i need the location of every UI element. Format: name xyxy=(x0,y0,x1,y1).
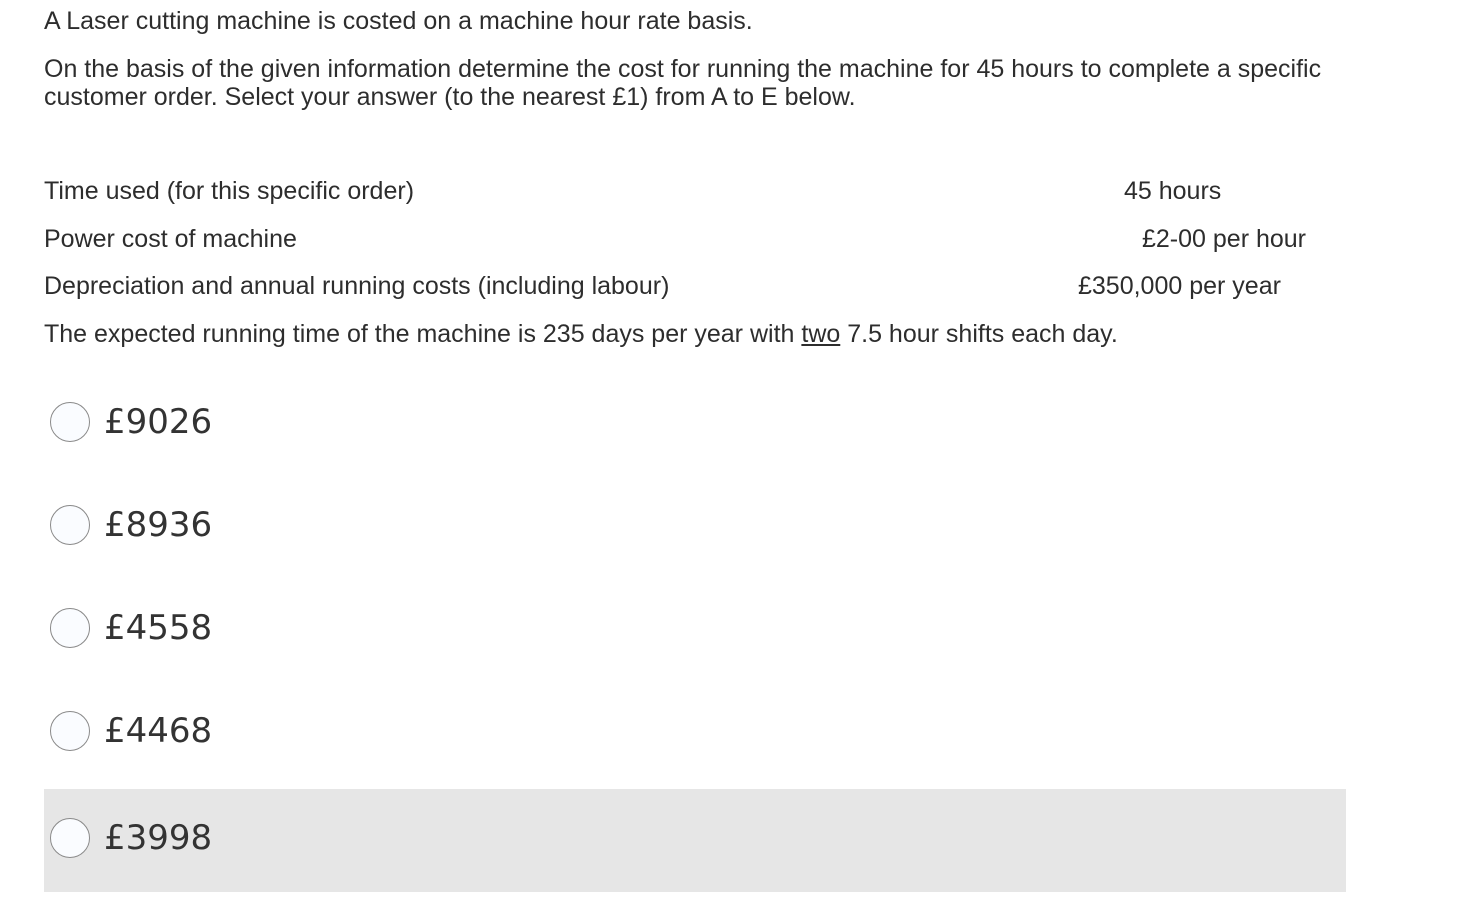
answer-option-a[interactable] xyxy=(44,373,1346,476)
radio-button-d[interactable] xyxy=(50,711,90,751)
answer-option-c-label: £4558 xyxy=(104,608,213,648)
answer-option-b-label: £8936 xyxy=(104,505,213,545)
answer-option-a-label: £9026 xyxy=(104,402,213,442)
answer-option-b[interactable] xyxy=(44,476,1346,579)
running-time-text xyxy=(44,320,1118,348)
info-row-depreciation-value: £350,000 per year xyxy=(1078,272,1281,300)
radio-button-a[interactable] xyxy=(50,402,90,442)
running-time-before: The expected running time of the machine is 235 days per year with xyxy=(44,320,802,348)
info-row-power-label: Power cost of machine xyxy=(44,225,297,253)
answer-option-e[interactable] xyxy=(44,789,1346,892)
info-row-depreciation-label: Depreciation and annual running costs (including labour) xyxy=(44,272,670,300)
info-row-time-label: Time used (for this specific order) xyxy=(44,177,415,205)
running-time-after: 7.5 hour shifts each day. xyxy=(840,320,1118,348)
question-intro: A Laser cutting machine is costed on a machine hour rate basis. xyxy=(44,7,753,35)
answer-option-d-label: £4468 xyxy=(104,711,213,751)
radio-button-b[interactable] xyxy=(50,505,90,545)
radio-button-c[interactable] xyxy=(50,608,90,648)
answer-option-e-label: £3998 xyxy=(104,818,213,858)
running-time-underlined: two xyxy=(801,320,841,348)
info-row-power-value: £2-00 per hour xyxy=(1142,225,1307,253)
info-row-time-value: 45 hours xyxy=(1124,177,1222,205)
answer-option-d[interactable] xyxy=(44,682,1346,785)
question-instruction: On the basis of the given information determine the cost for running the machine for 45 hours to complete a specific customer order. Select your answer (to the nearest £1) from A to E below. xyxy=(44,55,1322,111)
answer-option-c[interactable] xyxy=(44,579,1346,682)
radio-button-e[interactable] xyxy=(50,818,90,858)
